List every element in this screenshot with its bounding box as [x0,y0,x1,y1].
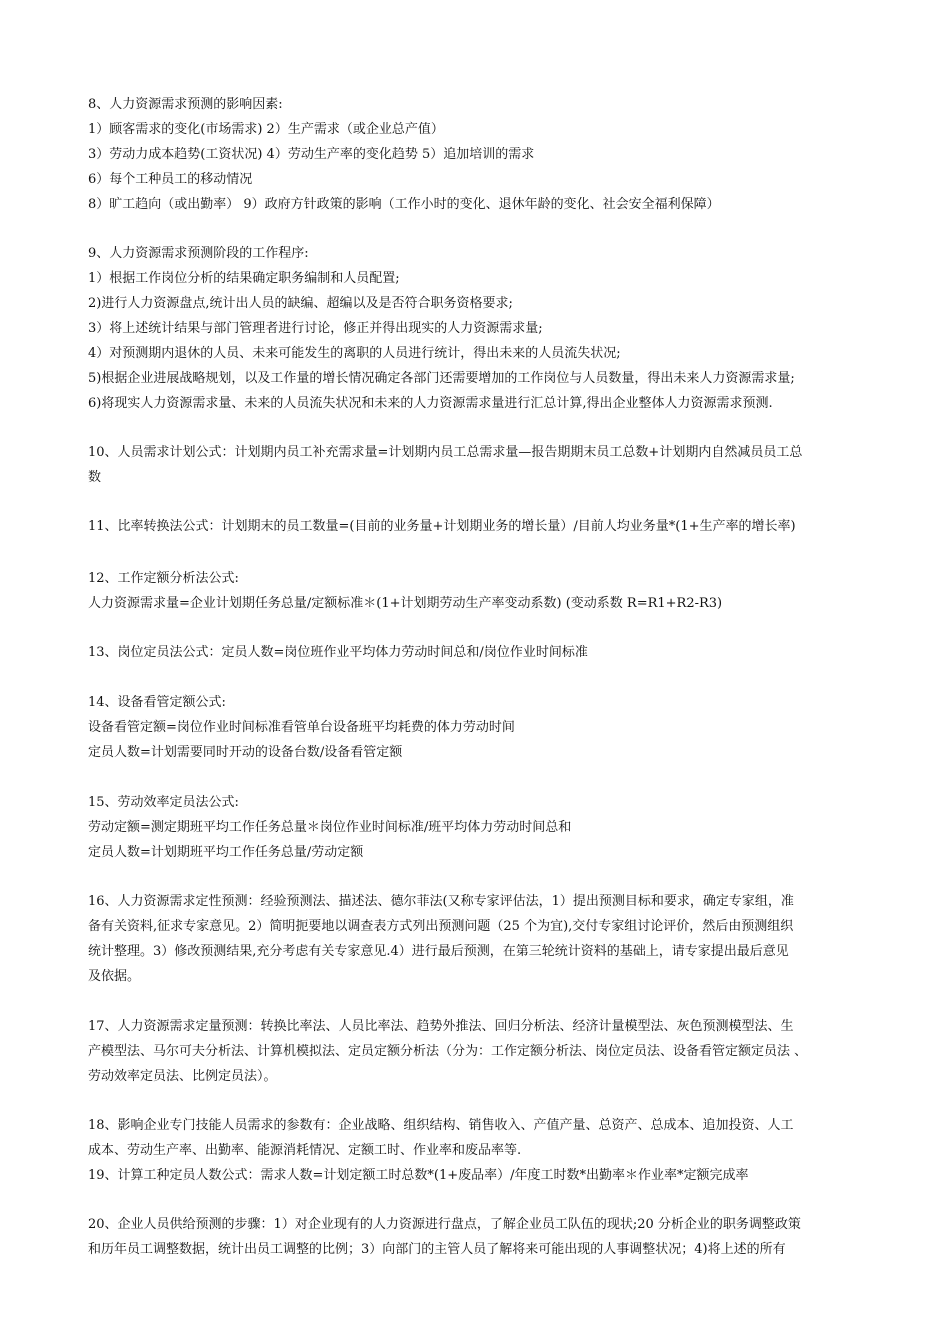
text-line: 5)根据企业进展战略规划，以及工作量的增长情况确定各部门还需要增加的工作岗位与人员数量，得出未来人力资源需求量; [88,371,795,386]
text-line: 8）旷工趋向（或出勤率） 9）政府方针政策的影响（工作小时的变化、退休年龄的变化、社会安全福利保障） [88,197,720,212]
text-line: 数 [88,470,102,485]
heading-14: 14、设备看管定额公式: [88,695,226,710]
text-line: 4）对预测期内退休的人员、未来可能发生的离职的人员进行统计，得出未来的人员流失状况; [88,346,621,361]
text-line: 成本、劳动生产率、出勤率、能源消耗情况、定额工时、作业率和废品率等. [88,1143,522,1158]
formula-line: 定员人数=计划需要同时开动的设备台数/设备看管定额 [88,745,403,760]
text-line: 产模型法、马尔可夫分析法、计算机模拟法、定员定额分析法（分为：工作定额分析法、岗位定员法、设备看管定额定员法 、 [88,1044,808,1059]
heading-17: 17、人力资源需求定量预测：转换比率法、人员比率法、趋势外推法、回归分析法、经济计量模型法、灰色预测模型法、生 [88,1019,794,1034]
formula-line: 设备看管定额=岗位作业时间标准看管单台设备班平均耗费的体力劳动时间 [88,720,515,735]
text-line: 3）劳动力成本趋势(工资状况) 4）劳动生产率的变化趋势 5）追加培训的需求 [88,147,535,162]
text-line: 6)将现实人力资源需求量、未来的人员流失状况和未来的人力资源需求量进行汇总计算,得出企业整体人力资源需求预测. [88,396,773,411]
text-line: 统计整理。3）修改预测结果,充分考虑有关专家意见.4）进行最后预测，在第三轮统计资料的基础上，请专家提出最后意见 [88,944,789,959]
text-line: 和历年员工调整数据，统计出员工调整的比例；3）向部门的主管人员了解将来可能出现的人事调整状况；4)将上述的所有 [88,1242,786,1257]
heading-12: 12、工作定额分析法公式: [88,571,239,586]
text-line: 1）顾客需求的变化(市场需求) 2）生产需求（或企业总产值） [88,122,444,137]
heading-8: 8、人力资源需求预测的影响因素: [88,97,283,112]
heading-20: 20、企业人员供给预测的步骤：1）对企业现有的人力资源进行盘点，了解企业员工队伍的现状;20 分析企业的职务调整政策 [88,1217,801,1232]
heading-9: 9、人力资源需求预测阶段的工作程序: [88,246,309,261]
text-line: 备有关资料,征求专家意见。2）简明扼要地以调查表方式列出预测问题（25 个为宜),交付专家组讨论评价，然后由预测组织 [88,919,794,934]
heading-10: 10、人员需求计划公式：计划期内员工补充需求量=计划期内员工总需求量—报告期期末员工总数+计划期内自然减员员工总 [88,445,803,460]
text-line: 及依据。 [88,969,141,984]
formula-line: 人力资源需求量=企业计划期任务总量/定额标准＊(1+计划期劳动生产率变动系数) (变动系数 R=R1+R2-R3) [88,596,723,611]
formula-line: 定员人数=计划期班平均工作任务总量/劳动定额 [88,845,364,860]
text-line: 2)进行人力资源盘点,统计出人员的缺编、超编以及是否符合职务资格要求; [88,296,513,311]
formula-line: 劳动定额=测定期班平均工作任务总量＊岗位作业时间标准/班平均体力劳动时间总和 [88,820,572,835]
heading-13: 13、岗位定员法公式：定员人数=岗位班作业平均体力劳动时间总和/岗位作业时间标准 [88,645,588,660]
text-line: 3）将上述统计结果与部门管理者进行讨论，修正并得出现实的人力资源需求量; [88,321,543,336]
heading-18: 18、影响企业专门技能人员需求的参数有：企业战略、组织结构、销售收入、产值产量、总资产、总成本、追加投资、人工 [88,1118,794,1133]
text-line: 劳动效率定员法、比例定员法）。 [88,1069,277,1084]
heading-11: 11、比率转换法公式：计划期末的员工数量=(目前的业务量+计划期业务的增长量）/目前人均业务量*(1+生产率的增长率) [88,519,796,534]
heading-15: 15、劳动效率定员法公式: [88,795,239,810]
text-line: 6）每个工种员工的移动情况 [88,172,253,187]
text-line: 1）根据工作岗位分析的结果确定职务编制和人员配置; [88,271,400,286]
heading-19: 19、计算工种定员人数公式：需求人数=计划定额工时总数*(1+废品率）/年度工时数*出勤率＊作业率*定额完成率 [88,1168,749,1183]
heading-16: 16、人力资源需求定性预测：经验预测法、描述法、德尔菲法(又称专家评估法，1）提出预测目标和要求，确定专家组，准 [88,894,794,909]
